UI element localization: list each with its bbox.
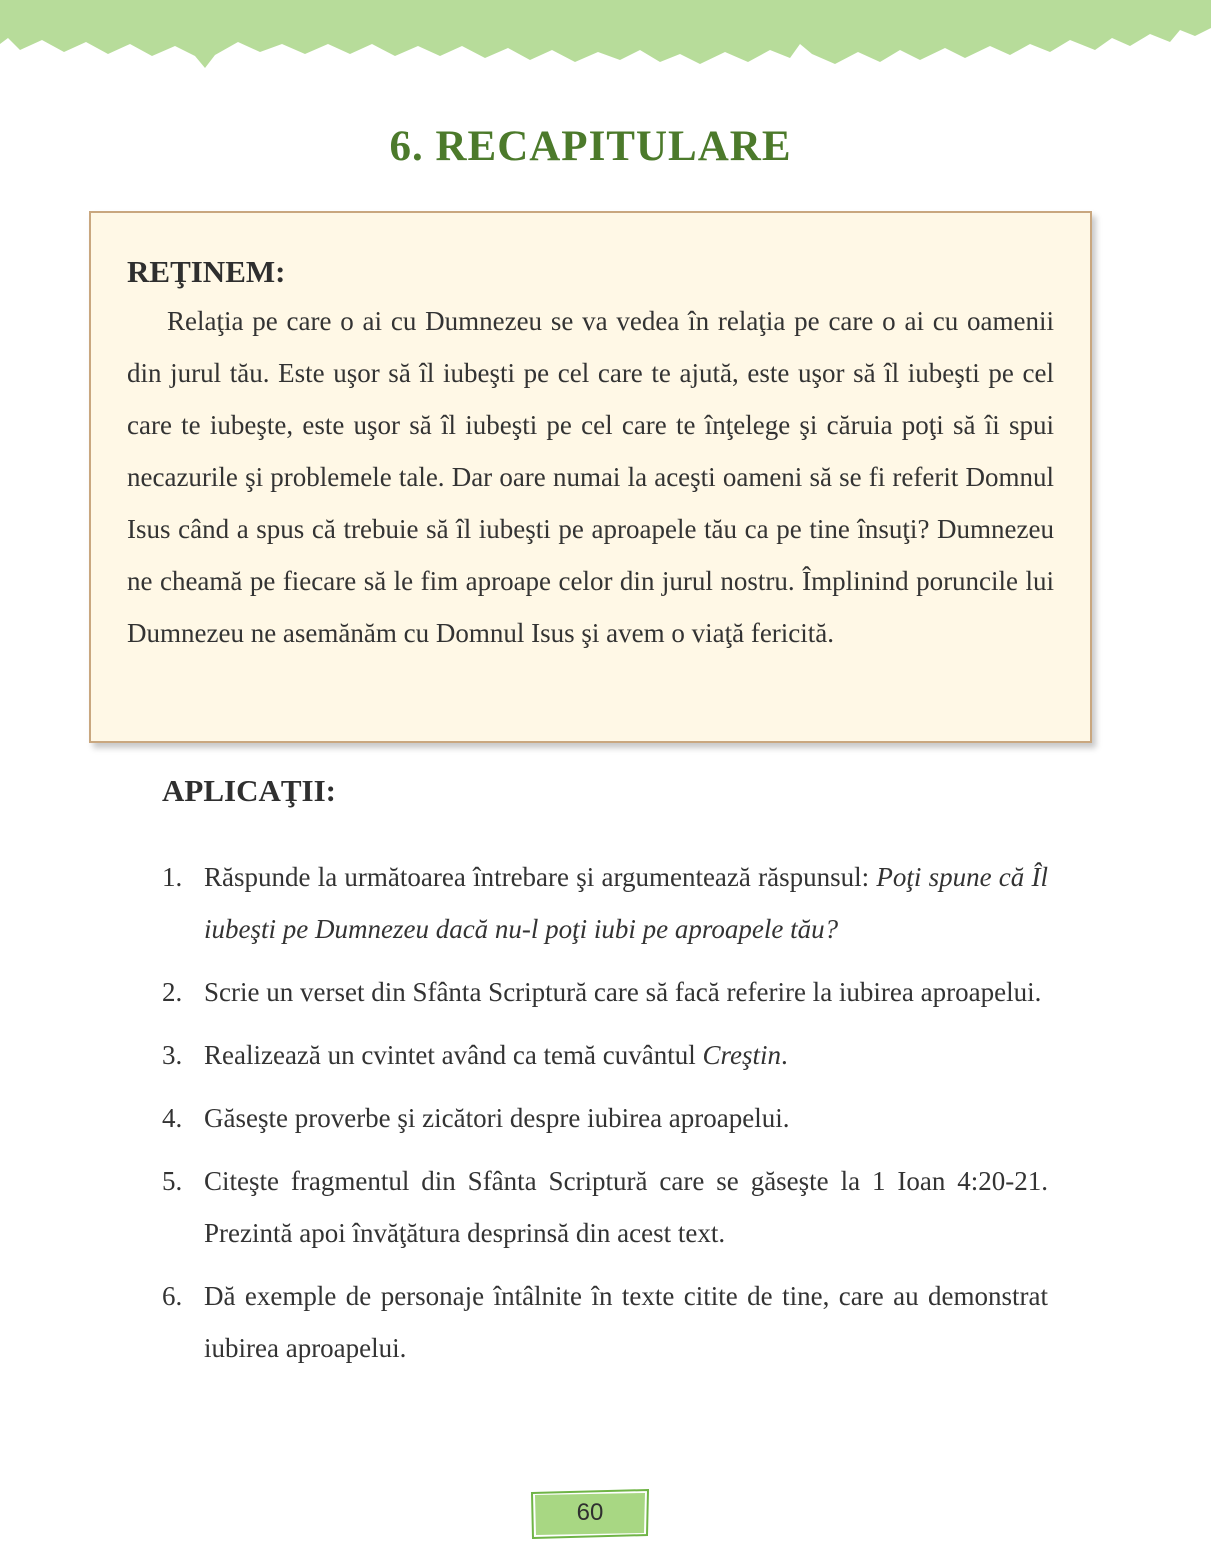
application-text: Găseşte proverbe şi zicători despre iubirea aproapelui. xyxy=(204,1103,790,1133)
application-number: 3. xyxy=(162,1040,183,1070)
retain-text: Relaţia pe care o ai cu Dumnezeu se va vedea în relaţia pe care o ai cu oamenii din jurul tău. Este uşor să îl iubeşti pe cel care te ajută, este uşor să îl iubeşti pe cel care te iubeşte, este uşor să îl iubeşti pe cel care te înţelege şi căruia poţi să îi spui necazurile şi problemele tale. Dar oare numai la aceşti oameni să se fi referit Domnul Isus când a spus că trebuie să îl iubeşti pe aproapele tău ca pe tine însuţi? Dumnezeu ne cheamă pe fiecare să le fim aproape celor din jurul nostru. Împlinind poruncile lui Dumnezeu ne asemănăm cu Domnul Isus şi avem o viaţă fericită. xyxy=(127,306,1054,648)
application-text: Citeşte fragmentul din Sfânta Scriptură care se găseşte la 1 Ioan 4:20-21. Prezintă apoi învăţătura desprinsă din acest text. xyxy=(204,1166,1048,1248)
application-item-5 xyxy=(162,1155,1048,1259)
application-item-6 xyxy=(162,1270,1048,1374)
application-item-4 xyxy=(162,1092,1048,1144)
page-title: 6. RECAPITULARE xyxy=(389,123,792,170)
applications-list xyxy=(162,851,1048,1385)
application-item-3 xyxy=(162,1029,1048,1081)
application-number: 4. xyxy=(162,1103,183,1133)
page-number-badge xyxy=(530,1489,650,1539)
application-text: Realizează un cvintet având ca temă cuvântul Creştin. xyxy=(204,1040,788,1070)
application-number: 1. xyxy=(162,862,183,892)
application-text: Răspunde la următoarea întrebare şi argumentează răspunsul: Poţi spune că Îl iubeşti pe Dumnezeu dacă nu-l poţi iubi pe aproapele tău? xyxy=(204,862,1048,944)
retain-box xyxy=(89,211,1092,743)
applications-heading: APLICAŢII: xyxy=(162,773,336,808)
application-italic: Poţi spune că Îl iubeşti pe Dumnezeu dacă nu-l poţi iubi pe aproapele tău? xyxy=(204,862,1048,944)
page-number: 60 xyxy=(576,1499,604,1526)
application-number: 6. xyxy=(162,1281,183,1311)
application-number: 2. xyxy=(162,977,183,1007)
application-text: Dă exemple de personaje întâlnite în texte citite de tine, care au demonstrat iubirea aproapelui. xyxy=(204,1281,1048,1363)
top-green-band xyxy=(0,0,1211,80)
application-italic: Creştin xyxy=(702,1040,782,1070)
application-number: 5. xyxy=(162,1166,183,1196)
application-item-2 xyxy=(162,966,1048,1018)
retain-heading: REŢINEM: xyxy=(127,254,286,289)
application-item-1 xyxy=(162,851,1048,955)
application-text: Scrie un verset din Sfânta Scriptură care să facă referire la iubirea aproapelui. xyxy=(204,977,1042,1007)
